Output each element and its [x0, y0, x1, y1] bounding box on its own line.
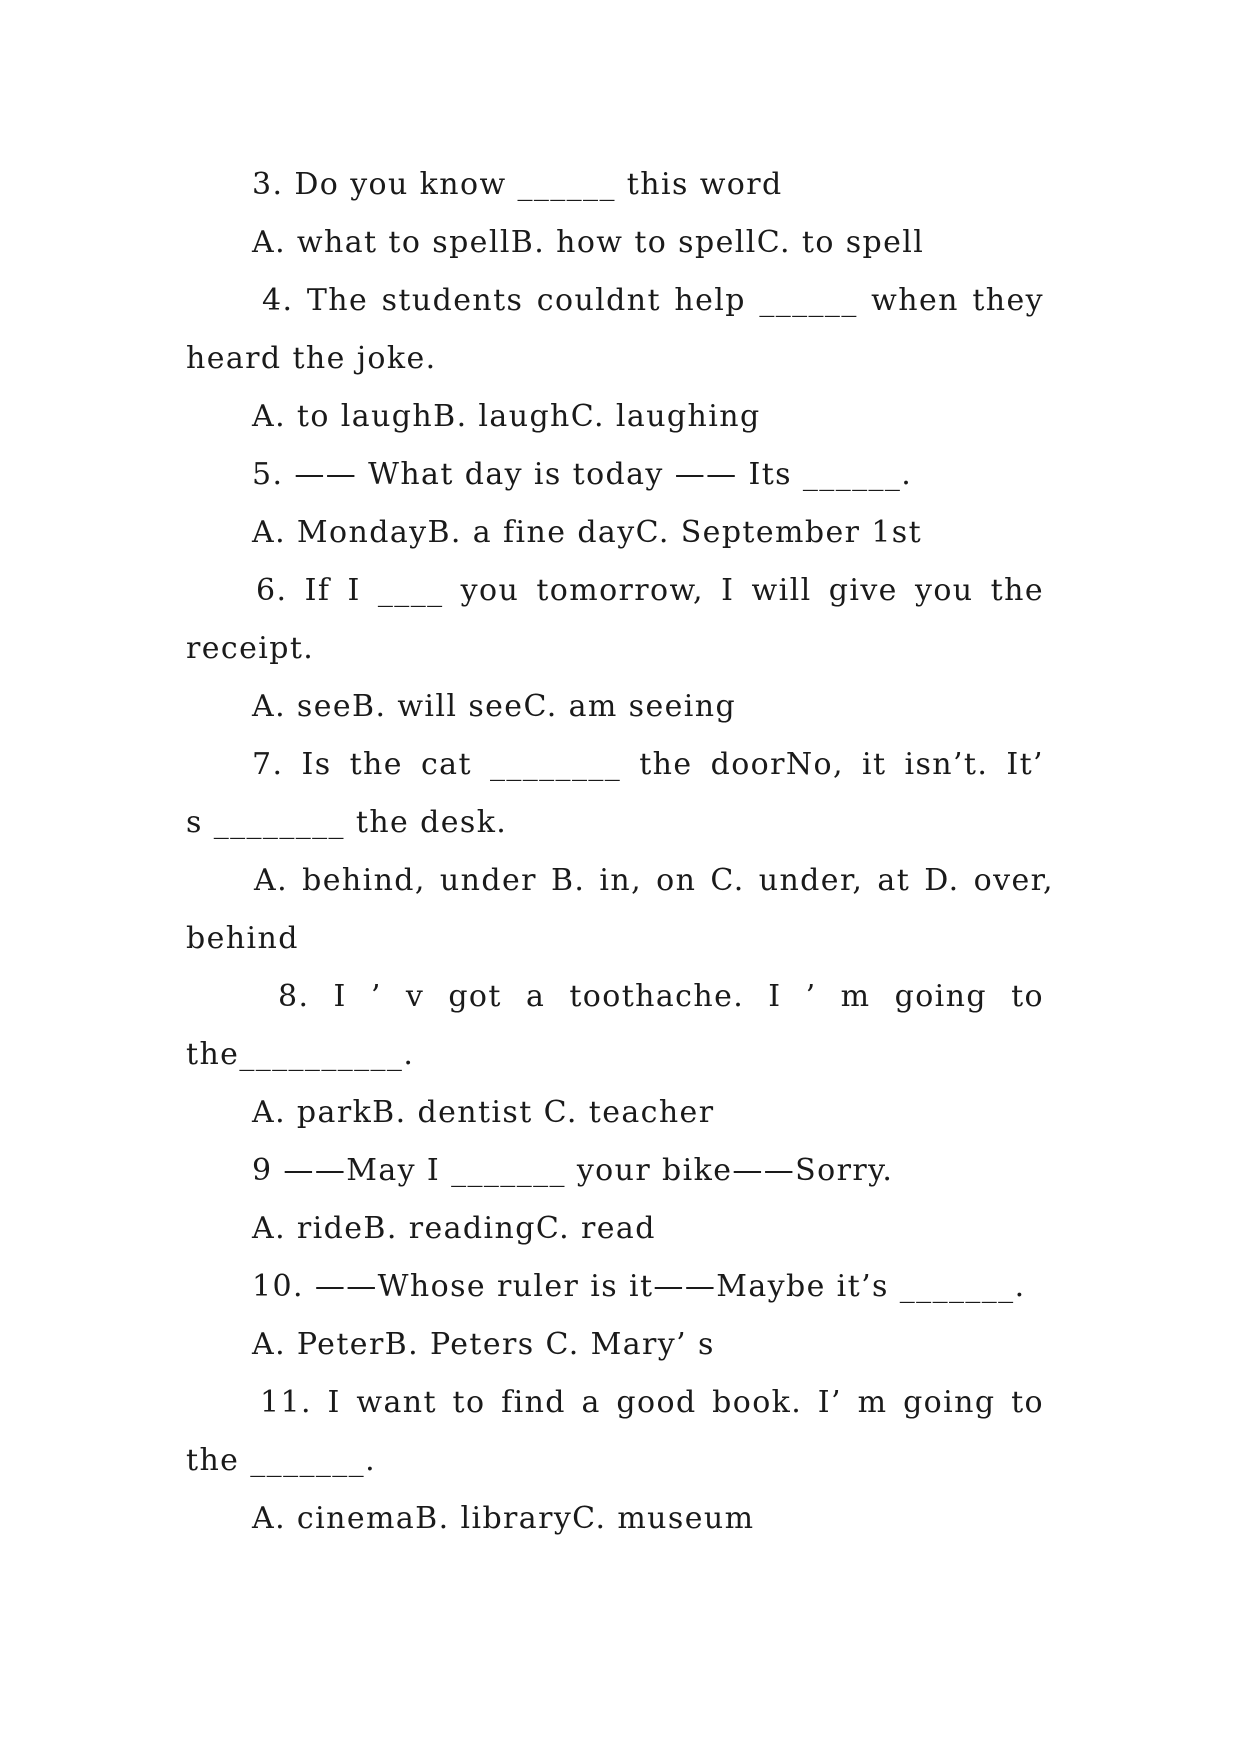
question-10-stem: 10. ——Whose ruler is it——Maybe it’s _______. — [252, 1269, 1026, 1304]
question-5-stem: 5. —— What day is today —— Its ______. — [252, 457, 913, 492]
question-3-options: A. what to spellB. how to spellC. to spell — [252, 225, 925, 260]
question-6-options: A. seeB. will seeC. am seeing — [252, 689, 737, 724]
question-8-stem-continued: the__________. — [186, 1037, 415, 1072]
question-3-stem: 3. Do you know ______ this word — [252, 167, 783, 202]
question-7-options-continued: behind — [186, 921, 299, 956]
question-6-stem-continued: receipt. — [186, 631, 315, 666]
question-8-stem: 8. I ’ v got a toothache. I ’ m going to — [278, 979, 1044, 1014]
question-5-options: A. MondayB. a fine dayC. September 1st — [252, 515, 923, 550]
question-6-stem: 6. If I ____ you tomorrow, I will give you the — [256, 573, 1044, 608]
question-7-stem: 7. Is the cat ________ the doorNo, it isn’t. It’ — [252, 747, 1044, 782]
question-7-stem-continued: s ________ the desk. — [186, 805, 508, 840]
question-9-stem: 9 ——May I _______ your bike——Sorry. — [252, 1153, 894, 1188]
question-4-stem-continued: heard the joke. — [186, 341, 437, 376]
question-10-options: A. PeterB. Peters C. Mary’ s — [252, 1327, 715, 1362]
question-11-stem-continued: the _______. — [186, 1443, 377, 1478]
question-7-options: A. behind, under B. in, on C. under, at D. over, — [254, 863, 1054, 898]
question-4-options: A. to laughB. laughC. laughing — [252, 399, 761, 434]
question-4-stem: 4. The students couldnt help ______ when they — [262, 283, 1044, 318]
question-11-options: A. cinemaB. libraryC. museum — [252, 1501, 755, 1536]
question-9-options: A. rideB. readingC. read — [252, 1211, 656, 1246]
question-8-options: A. parkB. dentist C. teacher — [252, 1095, 715, 1130]
question-11-stem: 11. I want to find a good book. I’ m going to — [260, 1385, 1044, 1420]
